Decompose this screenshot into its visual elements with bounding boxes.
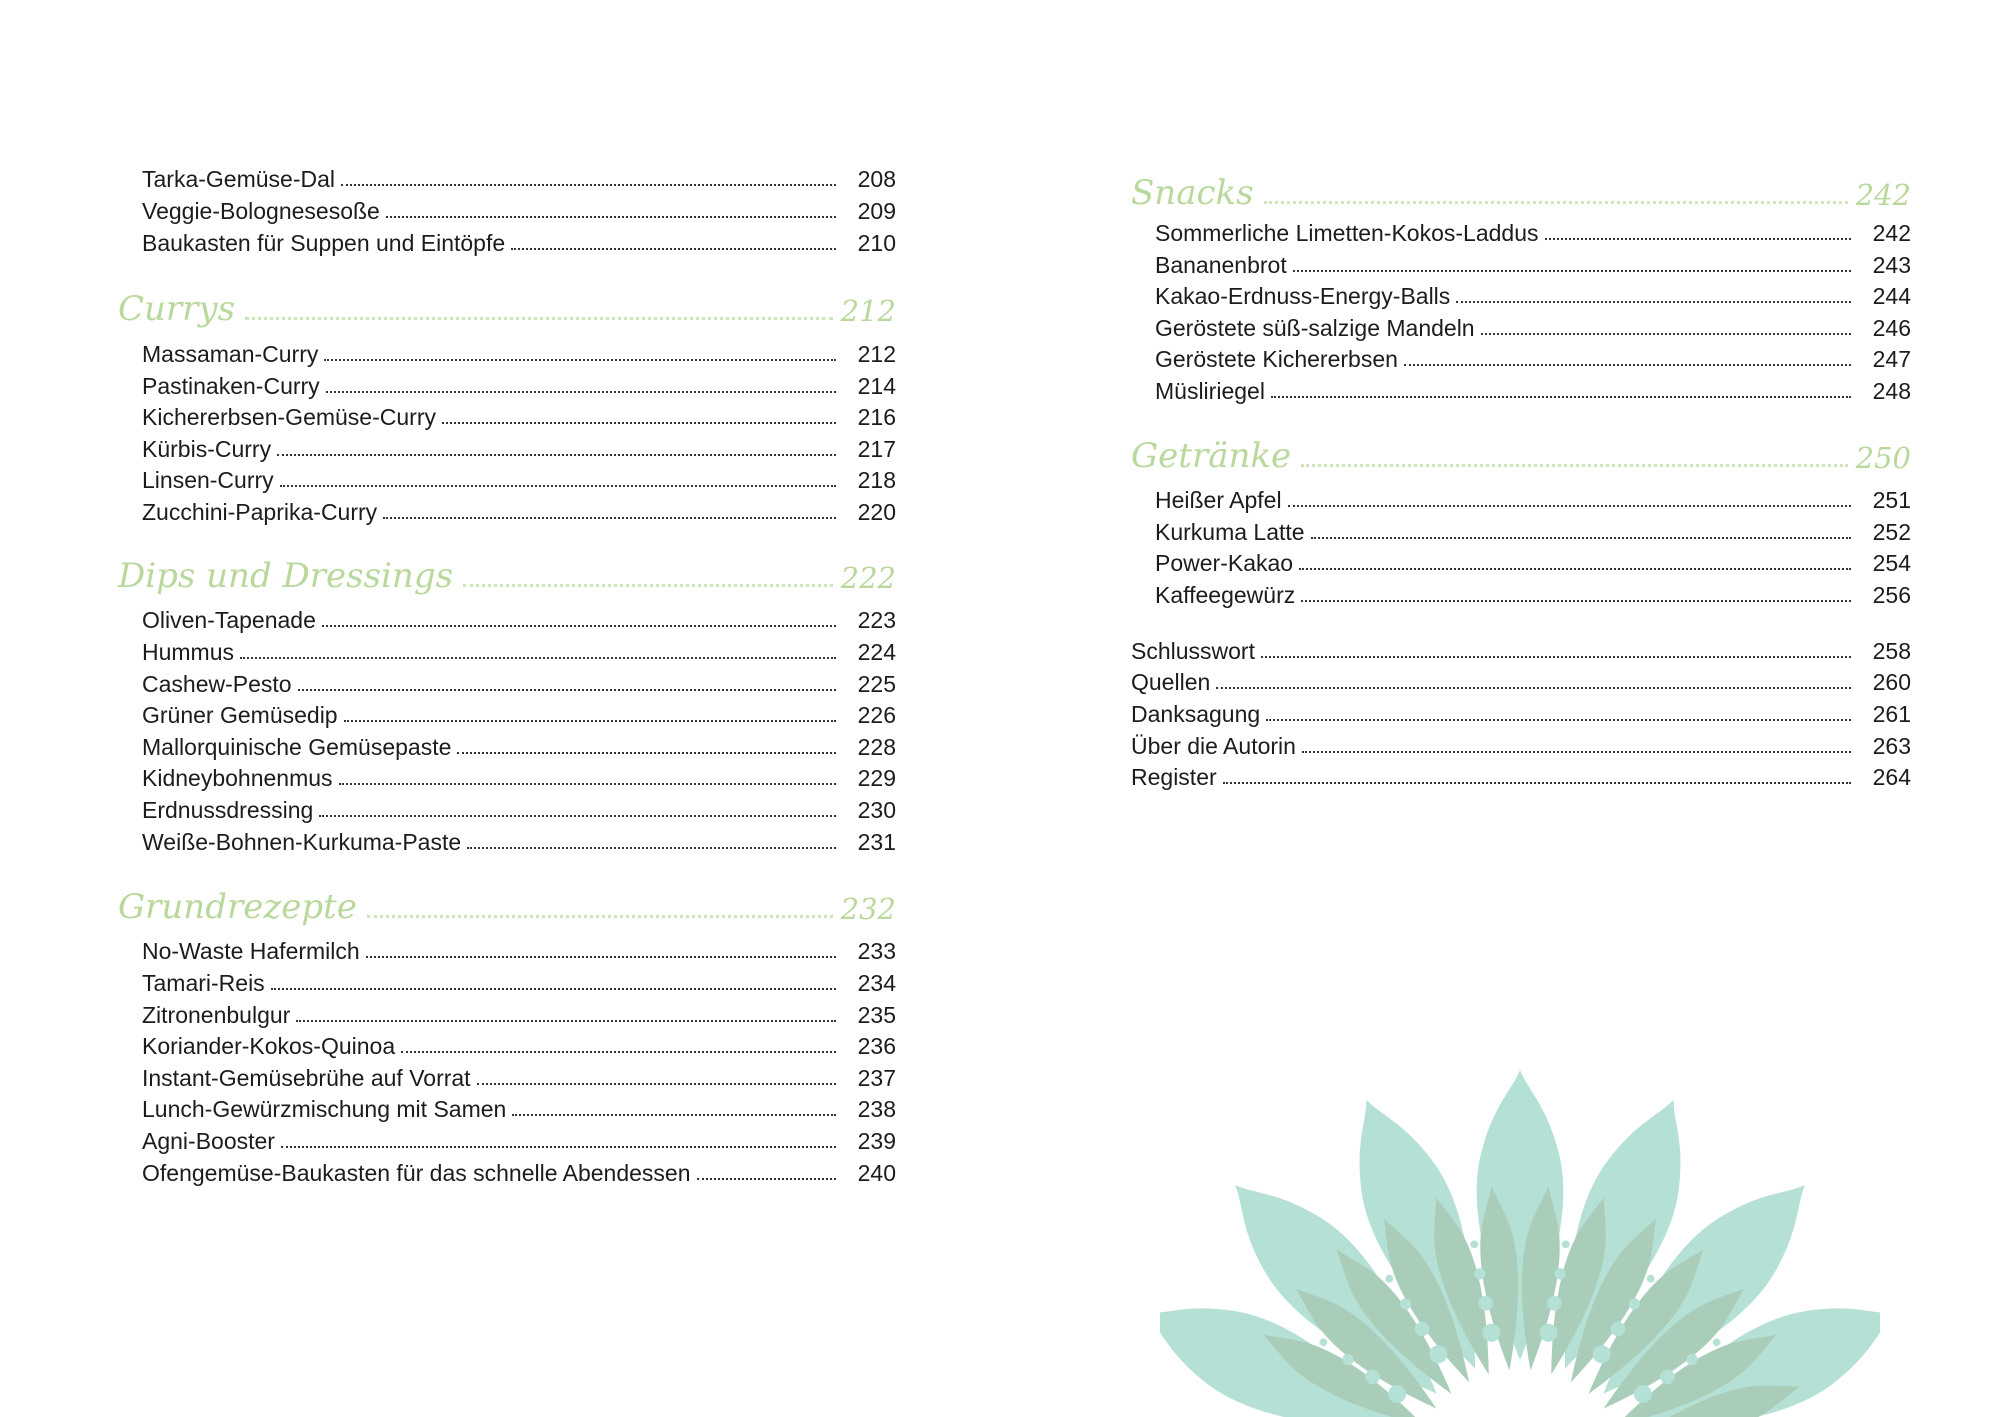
toc-entry[interactable] <box>142 335 896 366</box>
toc-entry[interactable] <box>1131 663 1911 694</box>
toc-entry-page: 240 <box>857 1160 896 1186</box>
toc-entry[interactable] <box>142 1090 896 1121</box>
dot-leader <box>1288 505 1851 507</box>
dot-leader <box>1301 600 1851 602</box>
toc-entry-page: 258 <box>1872 638 1911 664</box>
toc-entry[interactable] <box>142 367 896 398</box>
toc-entry-page: 263 <box>1872 733 1911 759</box>
section-heading-label: Snacks <box>1131 173 1254 213</box>
toc-entry-title: Hummus <box>142 639 235 665</box>
dot-leader <box>383 517 836 519</box>
toc-entry-page: 229 <box>857 765 896 791</box>
toc-entry[interactable] <box>142 728 896 759</box>
toc-entry-page: 234 <box>857 970 896 996</box>
section-heading-dips-und-dressings[interactable] <box>118 543 896 596</box>
toc-entry[interactable] <box>142 791 896 822</box>
toc-entry-title: Über die Autorin <box>1131 733 1296 759</box>
dot-leader <box>1223 782 1851 784</box>
toc-entry[interactable] <box>142 1059 896 1090</box>
toc-entry-title: Bananenbrot <box>1155 252 1287 278</box>
toc-entry-title: Zitronenbulgur <box>142 1002 291 1028</box>
toc-entry-title: Erdnussdressing <box>142 797 314 823</box>
dot-leader <box>467 847 836 849</box>
toc-entry[interactable] <box>142 1122 896 1153</box>
toc-entry-title: Register <box>1131 764 1217 790</box>
mandala-dot <box>1540 1324 1558 1342</box>
dot-leader <box>341 184 836 186</box>
toc-entry-page: 256 <box>1872 582 1911 608</box>
mandala-dot <box>1470 1241 1478 1249</box>
dot-leader <box>1261 656 1851 658</box>
toc-entry-page: 230 <box>857 797 896 823</box>
toc-entry-title: Linsen-Curry <box>142 467 274 493</box>
toc-entry-page: 224 <box>857 639 896 665</box>
toc-entry-page: 233 <box>857 938 896 964</box>
mandala-center <box>1420 1380 1620 1417</box>
toc-entry[interactable] <box>1131 727 1911 758</box>
dot-leader <box>240 657 836 659</box>
section-heading-label: Currys <box>118 289 236 329</box>
toc-entry-title: Schlusswort <box>1131 638 1255 664</box>
toc-entry-page: 216 <box>857 404 896 430</box>
toc-entry-page: 214 <box>857 373 896 399</box>
toc-entry[interactable] <box>142 696 896 727</box>
dot-leader <box>296 1020 836 1022</box>
toc-entry-title: Baukasten für Suppen und Eintöpfe <box>142 230 506 256</box>
section-heading-page: 250 <box>1855 441 1911 475</box>
dot-leader <box>457 752 836 754</box>
toc-entry[interactable] <box>142 1154 896 1185</box>
toc-entry-title: Geröstete süß-salzige Mandeln <box>1155 315 1475 341</box>
toc-entry[interactable] <box>1155 340 1911 371</box>
toc-entry-page: 247 <box>1872 346 1911 372</box>
dot-leader <box>326 391 836 393</box>
toc-entry-title: Mallorquinische Gemüsepaste <box>142 734 452 760</box>
toc-entry[interactable] <box>142 430 896 461</box>
toc-entry-title: Geröstete Kichererbsen <box>1155 346 1398 372</box>
toc-entry-page: 235 <box>857 1002 896 1028</box>
mandala-dot <box>1482 1324 1500 1342</box>
toc-entry-page: 210 <box>857 230 896 256</box>
mandala-dot <box>1400 1298 1411 1309</box>
section-heading-label: Dips und Dressings <box>118 556 454 596</box>
toc-entry-title: Kürbis-Curry <box>142 436 272 462</box>
toc-entry-title: Sommerliche Limetten-Kokos-Laddus <box>1155 220 1539 246</box>
toc-entry-title: Power-Kakao <box>1155 550 1294 576</box>
toc-entry[interactable] <box>142 160 896 191</box>
toc-entry-page: 209 <box>857 198 896 224</box>
mandala-dot <box>1388 1385 1406 1403</box>
toc-entry-page: 239 <box>857 1128 896 1154</box>
mandala-dot <box>1634 1385 1652 1403</box>
toc-entry[interactable] <box>142 493 896 524</box>
dot-leader <box>1271 396 1851 398</box>
toc-entry-page: 246 <box>1872 315 1911 341</box>
toc-entry-page: 231 <box>857 829 896 855</box>
toc-entry-title: Veggie-Bolognesesoße <box>142 198 380 224</box>
toc-entry-page: 218 <box>857 467 896 493</box>
section-heading-label: Grundrezepte <box>118 887 357 927</box>
dot-leader <box>281 1146 836 1148</box>
toc-entry-title: Koriander-Kokos-Quinoa <box>142 1033 396 1059</box>
section-heading-grundrezepte[interactable] <box>118 874 896 927</box>
toc-entry-title: Kurkuma Latte <box>1155 519 1305 545</box>
toc-entry[interactable] <box>142 633 896 664</box>
toc-entry-title: Tarka-Gemüse-Dal <box>142 166 335 192</box>
dot-leader <box>1266 719 1851 721</box>
toc-entry[interactable] <box>142 964 896 995</box>
mandala-dot <box>1547 1296 1562 1311</box>
dot-leader <box>1299 568 1851 570</box>
toc-entry[interactable] <box>142 192 896 223</box>
dot-leader <box>511 248 836 250</box>
heading-dot-leader <box>245 317 833 320</box>
dot-leader <box>1545 238 1851 240</box>
mandala-dot <box>1647 1275 1655 1283</box>
dot-leader <box>277 454 836 456</box>
toc-entry[interactable] <box>142 759 896 790</box>
toc-entry-page: 248 <box>1872 378 1911 404</box>
toc-entry[interactable] <box>1131 758 1911 789</box>
dot-leader <box>477 1083 836 1085</box>
heading-dot-leader <box>463 584 833 587</box>
toc-entry[interactable] <box>142 1027 896 1058</box>
mandala-dot <box>1713 1338 1721 1346</box>
toc-entry-page: 220 <box>857 499 896 525</box>
mandala-dot <box>1611 1322 1626 1337</box>
toc-entry-page: 242 <box>1872 220 1911 246</box>
toc-entry[interactable] <box>142 823 896 854</box>
dot-leader <box>366 956 836 958</box>
dot-leader <box>339 783 836 785</box>
toc-entry-page: 225 <box>857 671 896 697</box>
toc-entry-title: Zucchini-Paprika-Curry <box>142 499 378 525</box>
toc-entry-page: 236 <box>857 1033 896 1059</box>
dot-leader <box>271 988 836 990</box>
toc-entry[interactable] <box>1155 372 1911 403</box>
mandala-dot <box>1474 1268 1485 1279</box>
toc-entry-title: Weiße-Bohnen-Kurkuma-Paste <box>142 829 462 855</box>
dot-leader <box>344 720 836 722</box>
section-heading-page: 232 <box>840 892 896 926</box>
heading-dot-leader <box>1301 464 1848 467</box>
toc-entry-title: Heißer Apfel <box>1155 487 1282 513</box>
section-heading-snacks[interactable] <box>1131 160 1911 213</box>
toc-entry-page: 260 <box>1872 669 1911 695</box>
dot-leader <box>1293 270 1851 272</box>
toc-entry[interactable] <box>142 996 896 1027</box>
mandala-dot <box>1365 1370 1380 1385</box>
dot-leader <box>401 1051 836 1053</box>
mandala-dot <box>1478 1296 1493 1311</box>
toc-entry-title: Müsliriegel <box>1155 378 1265 404</box>
dot-leader <box>322 625 836 627</box>
toc-entry[interactable] <box>1155 277 1911 308</box>
mandala-dot <box>1660 1370 1675 1385</box>
toc-entry-page: 261 <box>1872 701 1911 727</box>
toc-entry-title: Quellen <box>1131 669 1211 695</box>
toc-entry[interactable] <box>142 601 896 632</box>
toc-entry-page: 238 <box>857 1096 896 1122</box>
dot-leader <box>386 216 836 218</box>
dot-leader <box>1216 687 1851 689</box>
section-heading-page: 242 <box>1855 178 1911 212</box>
dot-leader <box>1311 537 1851 539</box>
mandala-ornament <box>1160 1060 1880 1417</box>
toc-entry-title: Cashew-Pesto <box>142 671 292 697</box>
toc-entry-title: Agni-Booster <box>142 1128 275 1154</box>
toc-entry-page: 243 <box>1872 252 1911 278</box>
toc-entry-title: Lunch-Gewürzmischung mit Samen <box>142 1096 507 1122</box>
toc-entry-title: Instant-Gemüsebrühe auf Vorrat <box>142 1065 471 1091</box>
mandala-dot <box>1342 1354 1353 1365</box>
section-heading-page: 222 <box>840 561 896 595</box>
dot-leader <box>298 689 836 691</box>
toc-entry[interactable] <box>142 398 896 429</box>
toc-entry-title: Grüner Gemüsedip <box>142 702 338 728</box>
dot-leader <box>512 1114 836 1116</box>
toc-entry-title: Massaman-Curry <box>142 341 319 367</box>
toc-entry[interactable] <box>1155 246 1911 277</box>
toc-entry-title: Danksagung <box>1131 701 1261 727</box>
toc-entry[interactable] <box>1155 214 1911 245</box>
mandala-dot <box>1629 1298 1640 1309</box>
mandala-dot <box>1320 1338 1328 1346</box>
toc-entry-title: Kidneybohnenmus <box>142 765 333 791</box>
toc-entry[interactable] <box>1155 481 1911 512</box>
toc-entry-title: Pastinaken-Curry <box>142 373 320 399</box>
toc-entry-page: 223 <box>857 607 896 633</box>
toc-entry[interactable] <box>1131 695 1911 726</box>
section-heading-label: Getränke <box>1131 436 1292 476</box>
dot-leader <box>1404 364 1851 366</box>
toc-entry[interactable] <box>1131 632 1911 663</box>
toc-entry[interactable] <box>1155 309 1911 340</box>
section-heading-currys[interactable] <box>118 276 896 329</box>
dot-leader <box>324 359 836 361</box>
section-heading-page: 212 <box>840 294 896 328</box>
toc-entry-title: Tamari-Reis <box>142 970 265 996</box>
mandala-dot <box>1415 1322 1430 1337</box>
toc-entry-page: 226 <box>857 702 896 728</box>
heading-dot-leader <box>1264 201 1848 204</box>
toc-entry[interactable] <box>142 461 896 492</box>
toc-entry-title: Kichererbsen-Gemüse-Curry <box>142 404 436 430</box>
mandala-dot <box>1562 1241 1570 1249</box>
section-heading-getraenke[interactable] <box>1131 423 1911 476</box>
toc-entry[interactable] <box>1155 576 1911 607</box>
toc-entry-page: 212 <box>857 341 896 367</box>
toc-entry[interactable] <box>1155 544 1911 575</box>
toc-entry-title: Ofengemüse-Baukasten für das schnelle Abendessen <box>142 1160 691 1186</box>
toc-entry-page: 244 <box>1872 283 1911 309</box>
dot-leader <box>1481 333 1851 335</box>
toc-entry-title: Oliven-Tapenade <box>142 607 316 633</box>
dot-leader <box>1302 751 1851 753</box>
mandala-dot <box>1385 1275 1393 1283</box>
toc-entry[interactable] <box>1155 513 1911 544</box>
toc-entry-page: 251 <box>1872 487 1911 513</box>
toc-entry[interactable] <box>142 932 896 963</box>
toc-entry-page: 254 <box>1872 550 1911 576</box>
toc-entry-page: 217 <box>857 436 896 462</box>
dot-leader <box>319 815 836 817</box>
toc-entry-page: 252 <box>1872 519 1911 545</box>
toc-entry-page: 208 <box>857 166 896 192</box>
toc-entry[interactable] <box>142 224 896 255</box>
dot-leader <box>697 1178 836 1180</box>
dot-leader <box>1456 301 1851 303</box>
mandala-dot <box>1686 1354 1697 1365</box>
mandala-dot <box>1555 1268 1566 1279</box>
mandala-dot <box>1429 1345 1447 1363</box>
toc-entry-title: Kaffeegewürz <box>1155 582 1296 608</box>
toc-entry-title: No-Waste Hafermilch <box>142 938 360 964</box>
heading-dot-leader <box>367 915 833 918</box>
toc-entry-page: 264 <box>1872 764 1911 790</box>
toc-entry-title: Kakao-Erdnuss-Energy-Balls <box>1155 283 1451 309</box>
mandala-dot <box>1593 1345 1611 1363</box>
dot-leader <box>280 485 836 487</box>
toc-entry[interactable] <box>142 665 896 696</box>
toc-entry-page: 228 <box>857 734 896 760</box>
dot-leader <box>442 422 836 424</box>
toc-entry-page: 237 <box>857 1065 896 1091</box>
